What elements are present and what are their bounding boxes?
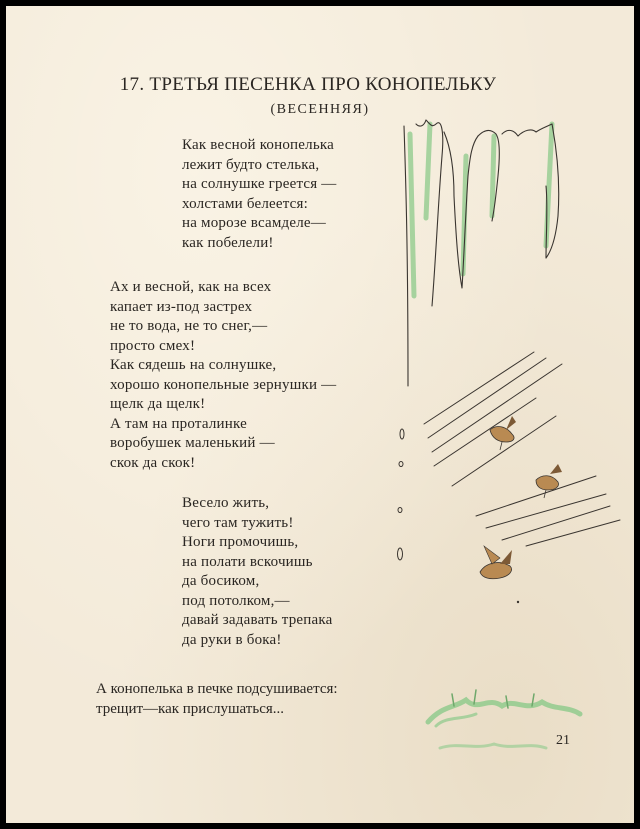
poem-line: на морозе всамделе— xyxy=(182,215,326,231)
icicles-drawing xyxy=(404,120,559,386)
poem-line: под потолком,— xyxy=(182,592,290,609)
poem-line: Весело жить, xyxy=(182,495,270,511)
spring-illustration xyxy=(6,6,634,823)
poem-line: да босиком, xyxy=(182,573,260,589)
icicle-outline xyxy=(404,126,408,386)
sparrow-icon xyxy=(480,546,512,579)
poem-line: хорошо конопельные зернушки — xyxy=(110,376,337,393)
poem-line: капает из-под застрех xyxy=(110,298,253,315)
poem-line: щелк да щелк! xyxy=(110,396,206,412)
drop xyxy=(399,462,403,467)
poem-line: Как весной конопелька xyxy=(182,137,334,153)
poem-line: трещит—как прислушаться... xyxy=(96,700,285,717)
icicle-green-wash xyxy=(410,124,552,296)
poem-line: А там на проталинке xyxy=(110,415,247,432)
poem-line: Как сядешь на солнушке, xyxy=(110,357,277,373)
poem-line: воробушек маленький — xyxy=(110,435,275,451)
sparrow-icon xyxy=(536,464,562,498)
poem-line: Ноги промочишь, xyxy=(182,534,299,550)
poem-line: не то вода, не то снег,— xyxy=(110,318,268,334)
poem-line: скок да скок! xyxy=(110,454,196,471)
poem-line: как побелели! xyxy=(182,234,274,251)
poem-line: просто смех! xyxy=(110,337,196,354)
book-page xyxy=(6,6,634,823)
grass-drawing xyxy=(428,690,580,748)
poem-line: чего там тужить! xyxy=(182,514,294,531)
poem-line: да руки в бока! xyxy=(182,631,282,648)
poem-subtitle: (ВЕСЕННЯЯ) xyxy=(270,102,370,117)
icicle-outline xyxy=(502,124,552,136)
sparrow-icon xyxy=(490,416,516,450)
water-drops xyxy=(398,429,405,560)
poem-line: давай задавать трепака xyxy=(182,612,333,628)
drop xyxy=(398,508,402,513)
drop xyxy=(398,548,403,560)
drop xyxy=(400,429,404,439)
poem-line: на полати вскочишь xyxy=(182,553,313,570)
roof-lines xyxy=(424,352,620,546)
poem-line: на солнушке греется — xyxy=(182,176,337,192)
ink-dot xyxy=(517,601,519,603)
page-number: 21 xyxy=(556,733,570,748)
poem-line: Ах и весной, как на всех xyxy=(110,279,272,295)
poem-line: А конопелька в печке подсушивается: xyxy=(96,681,338,697)
poem-line: лежит будто стелька, xyxy=(182,156,320,173)
poem-line: холстами белеется: xyxy=(182,195,308,212)
poem-title: 17. ТРЕТЬЯ ПЕСЕНКА ПРО КОНОПЕЛЬКУ xyxy=(119,74,497,95)
